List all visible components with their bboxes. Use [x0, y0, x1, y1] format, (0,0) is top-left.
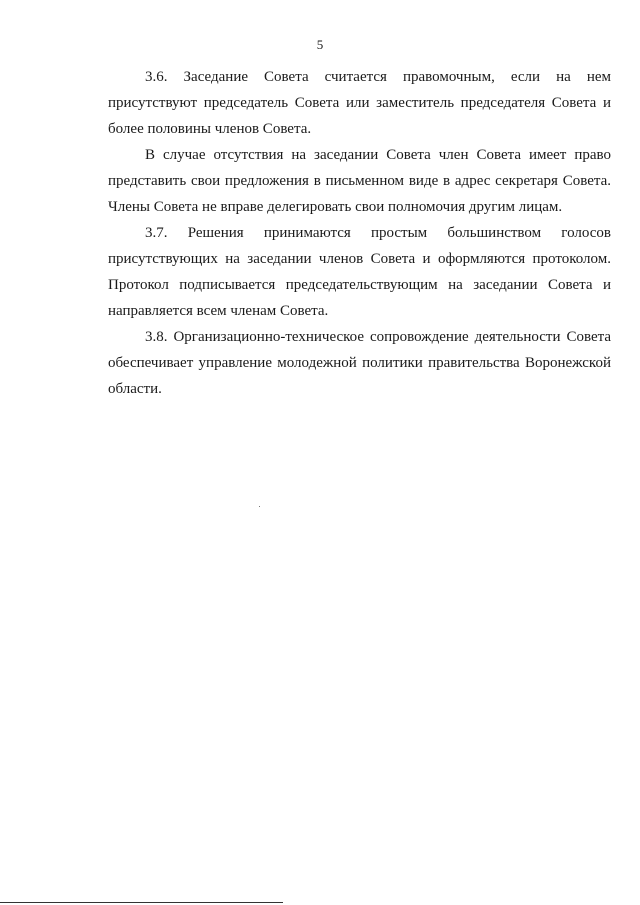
page-number: 5: [316, 37, 324, 52]
document-body: [108, 64, 611, 402]
paragraph-3-8: 3.8. Организационно-техническое сопровождение деятельности Совета обеспечивает управление молодежной политики правительства Воронежской области.: [108, 329, 611, 397]
paragraph-3-7: 3.7. Решения принимаются простым большинством голосов присутствующих на заседании членов Совета и оформляются протоколом. Протокол подписывается председательствующим на заседании Совета и направляется всем членам Совета.: [108, 225, 611, 319]
scan-speck: [259, 506, 260, 507]
paragraph-3-6: 3.6. Заседание Совета считается правомочным, если на нем присутствуют председатель Совета или заместитель председателя Совета и более половины членов Совета.: [108, 69, 611, 137]
paragraph-absence: В случае отсутствия на заседании Совета член Совета имеет право представить свои предложения в письменном виде в адрес секретаря Совета. Члены Совета не вправе делегировать свои полномочия другим лицам.: [108, 147, 611, 215]
bottom-rule: [0, 902, 283, 903]
